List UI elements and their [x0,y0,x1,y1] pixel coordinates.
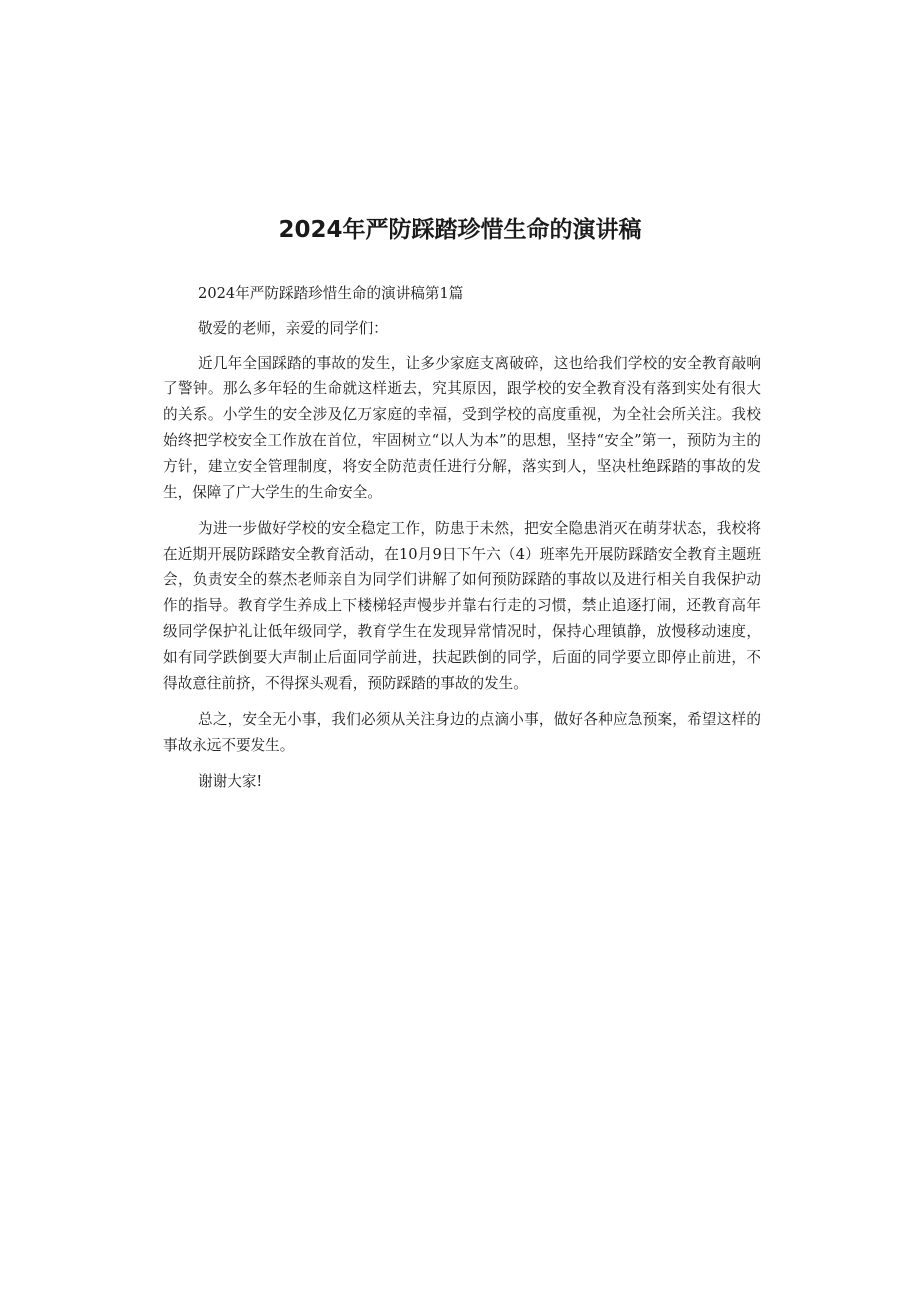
paragraph-1: 近几年全国踩踏的事故的发生，让多少家庭支离破碎，这也给我们学校的安全教育敲响了警钟。那么多年轻的生命就这样逝去，究其原因，跟学校的安全教育没有落到实处有很大的关系。小学生的安全涉及亿万家庭的幸福，受到学校的高度重视，为全社会所关注。我校始终把学校安全工作放在首位，牢固树立“以人为本”的思想，坚持“安全”第一，预防为主的方针，建立安全管理制度，将安全防范责任进行分解，落实到人，坚决杜绝踩踏的事故的发生，保障了广大学生的生命安全。 [163,354,761,501]
document-body [163,281,761,805]
paragraph-3: 总之，安全无小事，我们必须从关注身边的点滴小事，做好各种应急预案，希望这样的事故永远不要发生。 [163,710,761,754]
page-title: 2024年严防踩踏珍惜生命的演讲稿 [278,217,642,243]
closing-line: 谢谢大家! [198,773,263,791]
paragraph-2: 为进一步做好学校的安全稳定工作，防患于未然，把安全隐患消灭在萌芽状态，我校将在近期开展防踩踏安全教育活动，在10月9日下午六（4）班率先开展防踩踏安全教育主题班会，负责安全的蔡杰老师亲自为同学们讲解了如何预防踩踏的事故以及进行相关自我保护动作的指导。教育学生养成上下楼梯轻声慢步并靠右行走的习惯，禁止追逐打闹，还教育高年级同学保护礼让低年级同学，教育学生在发现异常情况时，保持心理镇静，放慢移动速度，如有同学跌倒要大声制止后面同学前进，扶起跌倒的同学，后面的同学要立即停止前进，不得故意往前挤，不得探头观看，预防踩踏的事故的发生。 [163,519,761,692]
article-subtitle: 2024年严防踩踏珍惜生命的演讲稿第1篇 [198,285,464,302]
greeting: 敬爱的老师，亲爱的同学们： [198,319,388,337]
